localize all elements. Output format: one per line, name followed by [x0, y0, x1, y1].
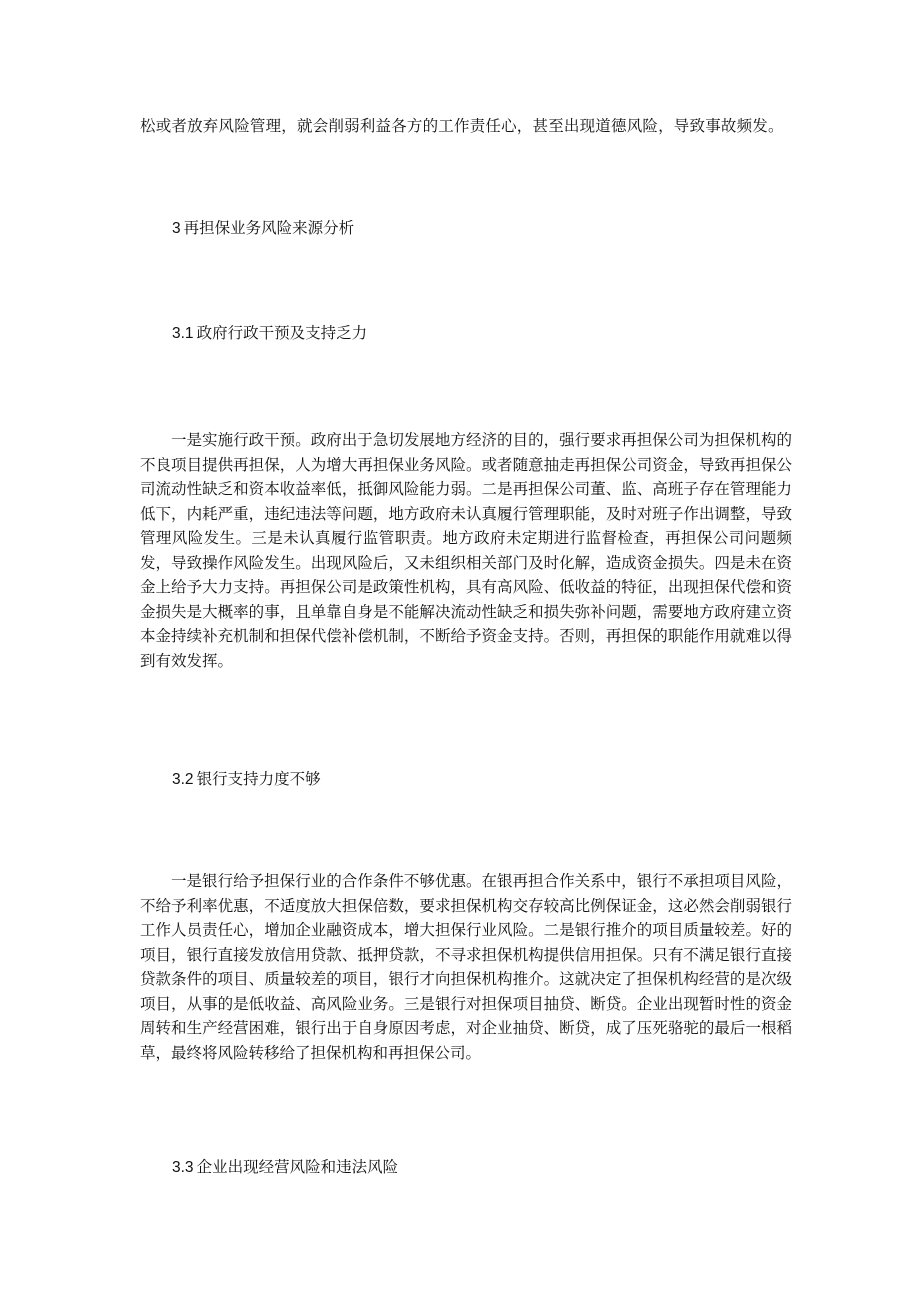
- section-3-2-heading: [172, 767, 321, 792]
- section-3-1-paragraph: 一是实施行政干预。政府出于急切发展地方经济的目的，强行要求再担保公司为担保机构的不良项目提供再担保，人为增大再担保业务风险。或者随意抽走再担保公司资金，导致再担保公司流动性缺乏和资本收益率低，抵御风险能力弱。二是再担保公司董、监、高班子存在管理能力低下，内耗严重，违纪违法等问题，地方政府未认真履行管理职能，及时对班子作出调整，导致管理风险发生。三是未认真履行监管职责。地方政府未定期进行监督检查，再担保公司问题频发，导致操作风险发生。出现风险后，又未组织相关部门及时化解，造成资金损失。四是未在资金上给予大力支持。再担保公司是政策性机构，具有高风险、低收益的特征，出现担保代偿和资金损失是大概率的事，且单靠自身是不能解决流动性缺乏和损失弥补问题，需要地方政府建立资本金持续补充机制和担保代偿补偿机制，不断给予资金支持。否则，再担保的职能作用就难以得到有效发挥。: [140, 431, 792, 670]
- section-3-1-heading: [172, 321, 367, 346]
- section-3-2-paragraph: 一是银行给予担保行业的合作条件不够优惠。在银再担合作关系中，银行不承担项目风险，不给予利率优惠，不适度放大担保倍数，要求担保机构交存较高比例保证金，这必然会削弱银行工作人员责任心，增加企业融资成本，增大担保行业风险。二是银行推介的项目质量较差。好的项目，银行直接发放信用贷款、抵押贷款，不寻求担保机构提供信用担保。只有不满足银行直接贷款条件的项目、质量较差的项目，银行才向担保机构推介。这就决定了担保机构经营的是次级项目，从事的是低收益、高风险业务。三是银行对担保项目抽贷、断贷。企业出现暂时性的资金周转和生产经营困难，银行出于自身原因考虑，对企业抽贷、断贷，成了压死骆驼的最后一根稻草，最终将风险转移给了担保机构和再担保公司。: [140, 872, 792, 1062]
- intro-tail-paragraph: 松或者放弃风险管理，就会削弱利益各方的工作责任心，甚至出现道德风险，导致事故频发。: [140, 117, 784, 135]
- section-3-heading: [172, 216, 354, 241]
- section-3-2-number: 3.2: [172, 771, 194, 788]
- section-3-3-title: 企业出现经营风险和违法风险: [196, 1158, 399, 1176]
- section-3-3-heading: [172, 1155, 398, 1180]
- section-3-number: 3: [172, 220, 181, 237]
- section-3-title: 再担保业务风险来源分析: [183, 219, 355, 237]
- section-3-2-title: 银行支持力度不够: [196, 770, 321, 788]
- section-3-3-number: 3.3: [172, 1159, 194, 1176]
- section-3-1-title: 政府行政干预及支持乏力: [196, 324, 368, 342]
- section-3-1-number: 3.1: [172, 325, 194, 342]
